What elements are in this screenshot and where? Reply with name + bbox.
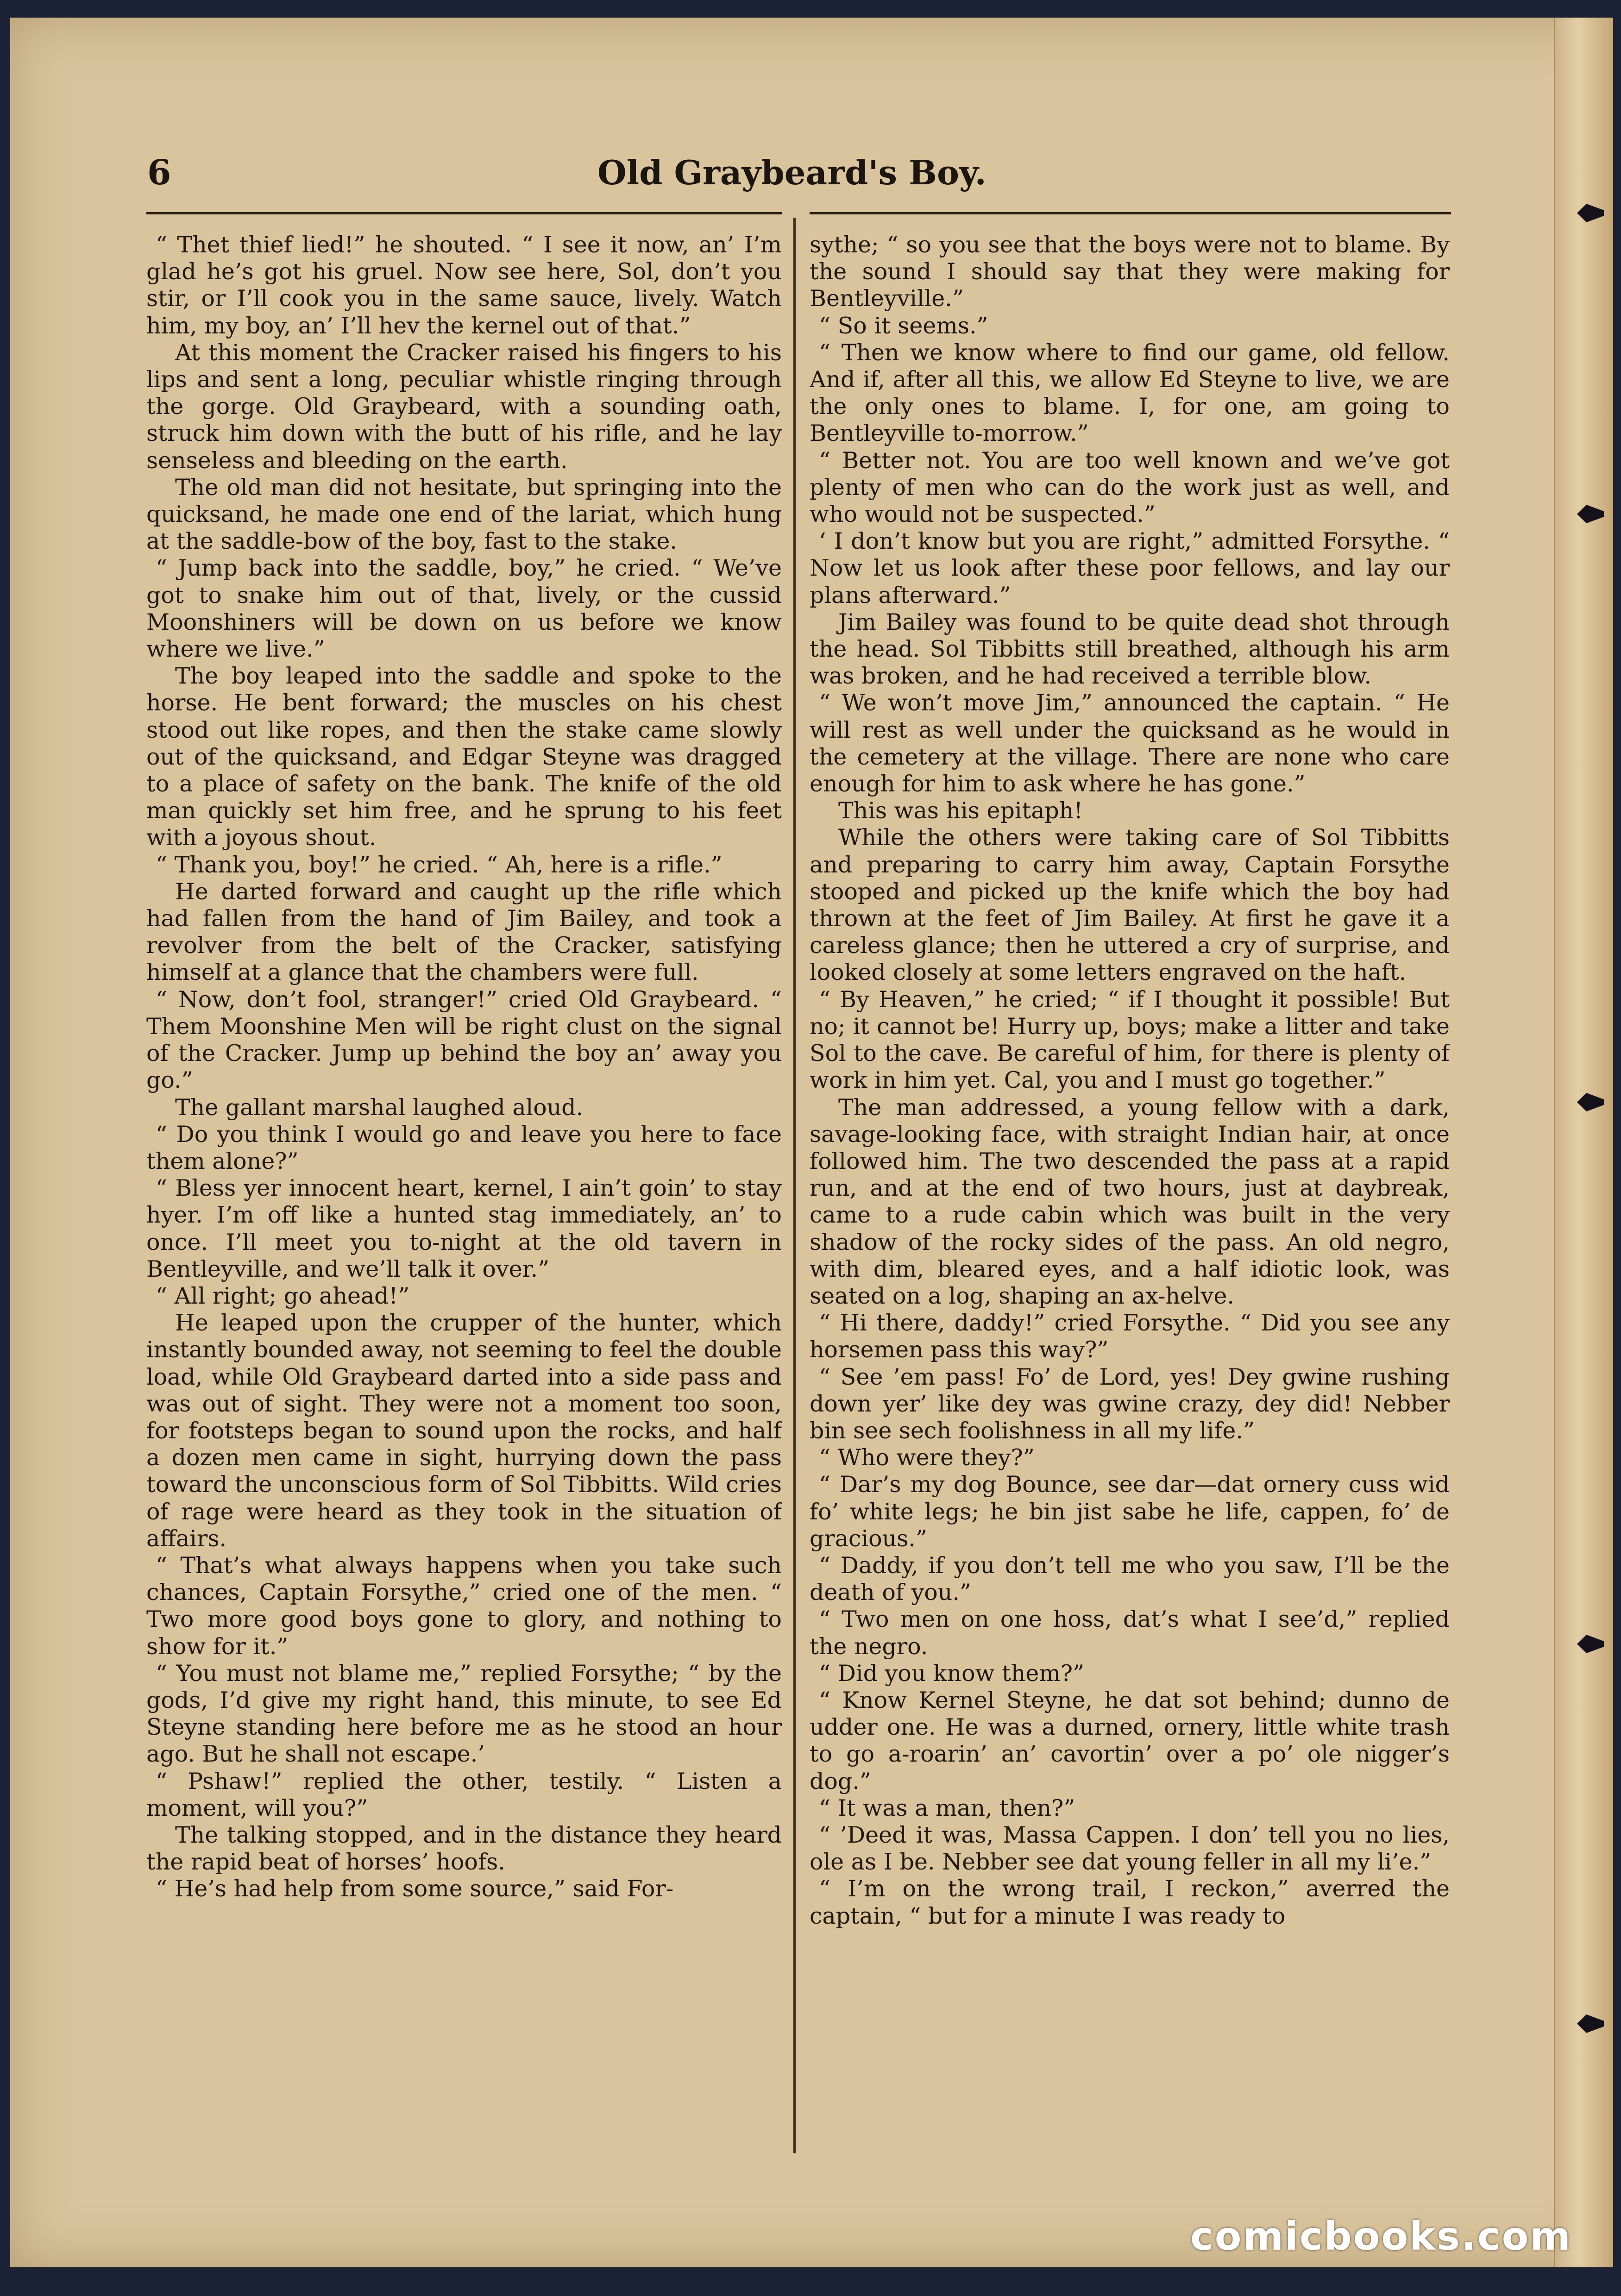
- paragraph: “ That’s what always happens when you take such chances, Captain Forsythe,” cried one of the men. “ Two more good boys gone to glory, and nothing to show for it.”: [146, 1552, 782, 1660]
- paragraph: At this moment the Cracker raised his fingers to his lips and sent a long, peculiar whistle ringing through the gorge. Old Graybeard, with a sounding oath, struck him down with the butt of his rifle, and he lay senseless and bleeding on the earth.: [146, 339, 782, 474]
- paragraph: “ Daddy, if you don’t tell me who you saw, I’ll be the death of you.”: [810, 1552, 1450, 1606]
- paragraph: “ Do you think I would go and leave you here to face them alone?”: [146, 1121, 782, 1174]
- paragraph: The boy leaped into the saddle and spoke to the horse. He bent forward; the muscles on his chest stood out like ropes, and then the stake came slowly out of the quicksand, and Edgar Steyne was dragged to a place of safety on the bank. The knife of the old man quickly set him free, and he sprung to his feet with a joyous shout.: [146, 663, 782, 851]
- paragraph: “ You must not blame me,” replied Forsythe; “ by the gods, I’d give my right hand, this minute, to see Ed Steyne standing here before me as he stood an hour ago. But he shall not escape.’: [146, 1660, 782, 1768]
- paragraph: “ Dar’s my dog Bounce, see dar—dat ornery cuss wid fo’ white legs; he bin jist sabe he life, cappen, fo’ de gracious.”: [810, 1471, 1450, 1552]
- paragraph: He darted forward and caught up the rifle which had fallen from the hand of Jim Bailey, and took a revolver from the belt of the Cracker, satisfying himself at a glance that the chambers were full.: [146, 878, 782, 986]
- header-rule-left: [146, 212, 782, 214]
- paragraph: The old man did not hesitate, but springing into the quicksand, he made one end of the lariat, which hung at the saddle-bow of the boy, fast to the stake.: [146, 474, 782, 555]
- page-number: 6: [147, 153, 171, 193]
- book-spine: [1554, 18, 1613, 2267]
- paragraph: “ All right; go ahead!”: [156, 1282, 410, 1309]
- left-text-column: [146, 232, 782, 2163]
- paragraph: “ Who were they?”: [819, 1444, 1035, 1471]
- paragraph: “ Did you know them?”: [819, 1660, 1085, 1687]
- paragraph: While the others were taking care of Sol Tibbitts and preparing to carry him away, Captain Forsythe stooped and picked up the knife which the boy had thrown at the feet of Jim Bailey. At first he gave it a careless glance; then he uttered a cry of surprise, and looked closely at some letters engraved on the haft.: [810, 824, 1450, 986]
- right-text-column: [810, 232, 1450, 2163]
- paragraph: “ I’m on the wrong trail, I reckon,” averred the captain, “ but for a minute I was ready to: [810, 1876, 1450, 1929]
- paragraph: “ Bless yer innocent heart, kernel, I ain’t goin’ to stay hyer. I’m off like a hunted stag immediately, an’ to once. I’ll meet you to-night at the old tavern in Bentleyville, and we’ll talk it over.”: [146, 1175, 782, 1282]
- paragraph: “ Now, don’t fool, stranger!” cried Old Graybeard. “ Them Moonshine Men will be right clust on the signal of the Cracker. Jump up behind the boy an’ away you go.”: [146, 986, 782, 1094]
- paragraph: “ Thank you, boy!” he cried. “ Ah, here is a rifle.”: [156, 851, 723, 878]
- paragraph: “ It was a man, then?”: [819, 1794, 1075, 1821]
- paragraph: “ By Heaven,” he cried; “ if I thought it possible! But no; it cannot be! Hurry up, boys; make a litter and take Sol to the cave. Be careful of him, for there is plenty of work in him yet. Cal, you and I must go together.”: [810, 986, 1450, 1094]
- paragraph: “ Know Kernel Steyne, he dat sot behind; dunno de udder one. He was a durned, ornery, little white trash to go a-roarin’ an’ cavortin’ over a po’ ole nigger’s dog.”: [810, 1687, 1450, 1794]
- paragraph: “ He’s had help from some source,” said For-: [156, 1876, 674, 1902]
- paragraph: “ Then we know where to find our game, old fellow. And if, after all this, we allow Ed Steyne to live, we are the only ones to blame. I, for one, am going to Bentleyville to-morrow.”: [810, 339, 1450, 447]
- paragraph: “ Two men on one hoss, dat’s what I see’d,” replied the negro.: [810, 1606, 1450, 1660]
- paragraph: “ Better not. You are too well known and we’ve got plenty of men who can do the work just as well, and who would not be suspected.”: [810, 447, 1450, 528]
- paragraph: “ Jump back into the saddle, boy,” he cried. “ We’ve got to snake him out of that, lively, or the cussid Moonshiners will be down on us before we know where we live.”: [146, 555, 782, 663]
- column-divider: [793, 218, 796, 2153]
- paragraph: The man addressed, a young fellow with a dark, savage-looking face, with straight Indian hair, at once followed him. The two descended the pass at a rapid run, and at the end of two hours, just at daybreak, came to a rude cabin which was built in the very shadow of the rocky sides of the pass. An old negro, with dim, bleared eyes, and a half idiotic look, was seated on a log, shaping an ax-helve.: [810, 1094, 1450, 1309]
- paragraph: “ So it seems.”: [819, 312, 988, 339]
- paragraph: “ ’Deed it was, Massa Cappen. I don’ tell you no lies, ole as I be. Nebber see dat young feller in all my li’e.”: [810, 1821, 1450, 1876]
- watermark-text: comicbooks.com: [1190, 2214, 1572, 2259]
- paragraph: The gallant marshal laughed aloud.: [175, 1094, 584, 1121]
- paragraph: “ See ’em pass! Fo’ de Lord, yes! Dey gwine rushing down yer’ like dey was gwine crazy, dey did! Nebber bin see sech foolishness in all my life.”: [810, 1363, 1450, 1444]
- running-head-title: Old Graybeard's Boy.: [597, 153, 986, 192]
- paragraph: “ Thet thief lied!” he shouted. “ I see it now, an’ I’m glad he’s got his gruel. Now see here, Sol, don’t you stir, or I’ll cook you in the same sauce, lively. Watch him, my boy, an’ I’ll hev the kernel out of that.”: [146, 232, 782, 339]
- paragraph: The talking stopped, and in the distance they heard the rapid beat of horses’ hoofs.: [146, 1821, 782, 1876]
- paragraph: He leaped upon the crupper of the hunter, which instantly bounded away, not seeming to feel the double load, while Old Graybeard darted into a side pass and was out of sight. They were not a moment too soon, for footsteps began to sound upon the rocks, and half a dozen men came in sight, hurrying down the pass toward the unconscious form of Sol Tibbitts. Wild cries of rage were heard as they took in the situation of affairs.: [146, 1310, 782, 1552]
- spine-edge: [1610, 18, 1613, 2267]
- paragraph: sythe; “ so you see that the boys were not to blame. By the sound I should say that they were making for Bentleyville.”: [810, 232, 1450, 312]
- paragraph: “ Hi there, daddy!” cried Forsythe. “ Did you see any horsemen pass this way?”: [810, 1310, 1450, 1363]
- paragraph: This was his epitaph!: [838, 797, 1083, 824]
- paragraph: “ We won’t move Jim,” announced the captain. “ He will rest as well under the quicksand as he would in the cemetery at the village. There are none who care enough for him to ask where he has gone.”: [810, 690, 1450, 797]
- header-rule-right: [810, 212, 1451, 214]
- paragraph: “ Pshaw!” replied the other, testily. “ Listen a moment, will you?”: [146, 1768, 782, 1821]
- paragraph: Jim Bailey was found to be quite dead shot through the head. Sol Tibbitts still breathed, although his arm was broken, and he had received a terrible blow.: [810, 609, 1450, 690]
- paragraph: ‘ I don’t know but you are right,” admitted Forsythe. “ Now let us look after these poor fellows, and lay our plans afterward.”: [810, 528, 1450, 609]
